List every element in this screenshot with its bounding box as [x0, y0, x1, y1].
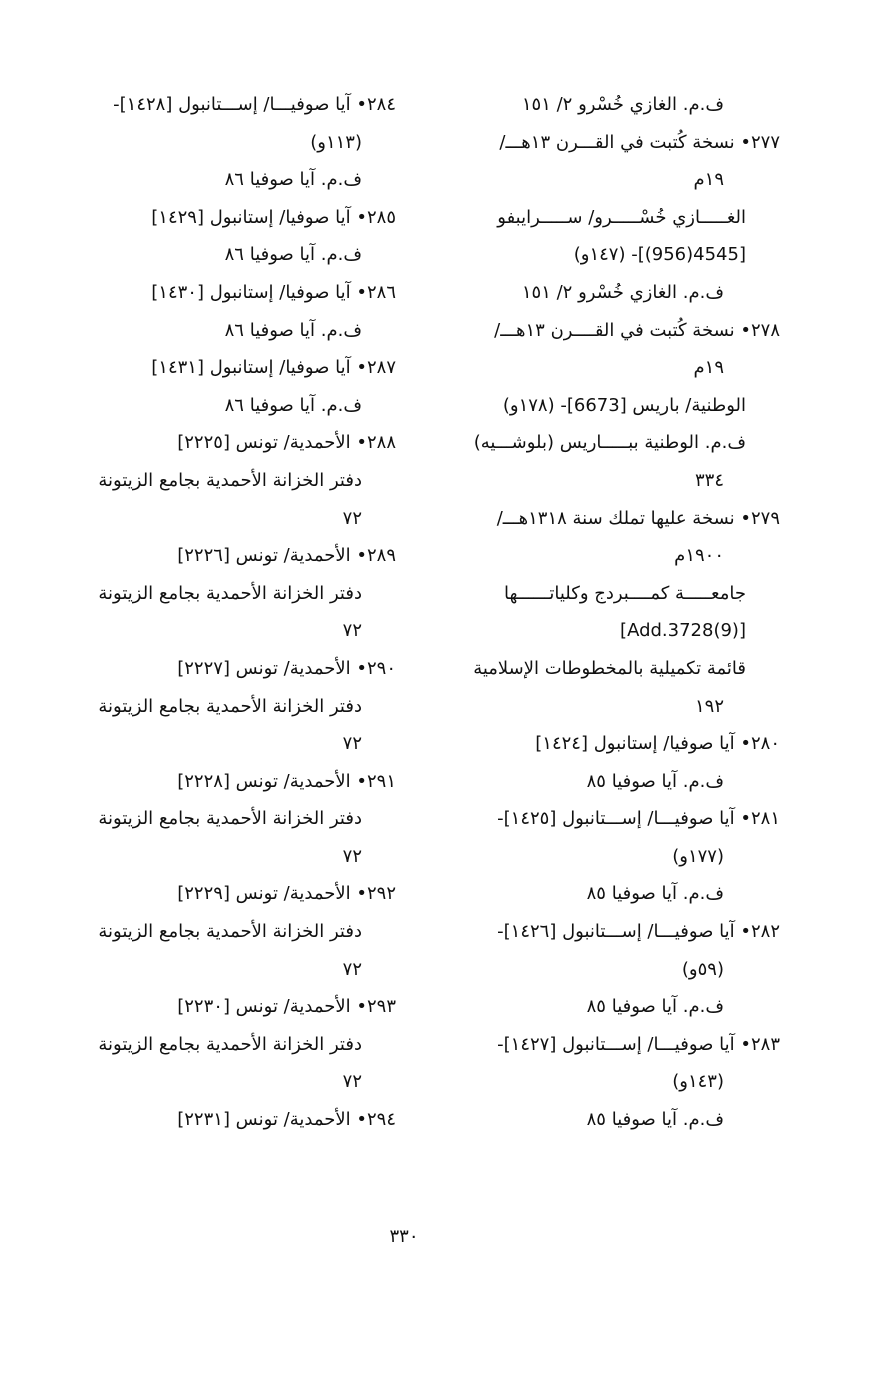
entry-detail-line: ف.م. آيا صوفيا ٨٥	[586, 1109, 724, 1131]
entry-heading-line: ٢٨٣• آيا صوفيـــا/ إســـتانبول [١٤٢٧]-	[497, 1033, 780, 1055]
entry-detail-line: قائمة تكميلية بالمخطوطات الإسلامية	[473, 657, 746, 679]
entry-heading-line: ٢٨٠• آيا صوفيا/ إستانبول [١٤٢٤]	[535, 733, 780, 755]
entry-heading-line: ٢٨٤• آيا صوفيـــا/ إســـتانبول [١٤٢٨]-	[113, 94, 396, 115]
entry-heading-line: ٢٨٨• الأحمدية/ تونس [٢٢٢٥]	[177, 432, 396, 454]
entry-detail-line: (٥٩و)	[681, 958, 724, 980]
entry-detail-line: دفتر الخزانة الأحمدية بجامع الزيتونة	[98, 469, 362, 491]
entry-heading-line: ٢٩٠• الأحمدية/ تونس [٢٢٢٧]	[177, 657, 396, 679]
entry-detail-line: ف.م. الوطنية ببـــــاريس (بلوشـــيه)	[473, 432, 746, 454]
entry-detail-line: ف.م. آيا صوفيا ٨٥	[586, 883, 724, 905]
entry-detail-line: دفتر الخزانة الأحمدية بجامع الزيتونة	[98, 808, 362, 830]
entry-heading-line: ٢٩٣• الأحمدية/ تونس [٢٢٣٠]	[177, 996, 396, 1018]
entry-detail-line: (١١٣و)	[310, 131, 362, 153]
entry-heading-line: ٢٧٧• نسخة كُتبت في القـــرن ١٣هـــ/	[499, 131, 780, 153]
entry-heading-line: ٢٨٢• آيا صوفيـــا/ إســـتانبول [١٤٢٦]-	[497, 921, 780, 943]
entry-heading-line: ٢٩١• الأحمدية/ تونس [٢٢٢٨]	[177, 770, 396, 792]
entry-detail-line: ف.م. آيا صوفيا ٨٦	[224, 169, 362, 191]
entry-heading-line: ٢٨١• آيا صوفيـــا/ إســـتانبول [١٤٢٥]-	[497, 808, 780, 830]
entry-detail-line: ف.م. آيا صوفيا ٨٦	[224, 319, 362, 341]
entry-detail-line: الغـــــازي خُسْـــــرو/ ســـــرايبفو	[497, 206, 746, 228]
left-column	[51, 86, 396, 1139]
entry-detail-line: ف.م. آيا صوفيا ٨٥	[586, 770, 724, 792]
entry-detail-line: (١٧٧و)	[672, 845, 724, 867]
entry-heading-line: ٢٨٦• آيا صوفيا/ إستانبول [١٤٣٠]	[151, 281, 396, 303]
entry-detail-line: ٣٣٤	[694, 469, 724, 491]
entry-detail-line: ١٩٢	[694, 695, 724, 717]
entry-heading-line: ٢٨٧• آيا صوفيا/ إستانبول [١٤٣١]	[151, 357, 396, 379]
entry-detail-line: ٧٢	[342, 507, 362, 529]
entry-heading-line: ٢٧٨• نسخة كُتبت في القــــرن ١٣هـــ/	[494, 319, 780, 341]
entry-detail-line: ف.م. الغازي خُسْرو ٢/ ١٥١	[521, 94, 724, 115]
entry-detail-line: ٧٢	[342, 958, 362, 980]
entry-detail-line: ف.م. آيا صوفيا ٨٥	[586, 996, 724, 1018]
entry-detail-line: ٧٢	[342, 620, 362, 642]
entry-detail-line: دفتر الخزانة الأحمدية بجامع الزيتونة	[98, 582, 362, 604]
entry-heading-line: ٢٩٢• الأحمدية/ تونس [٢٢٢٩]	[177, 883, 396, 905]
entry-heading-line: ٢٨٩• الأحمدية/ تونس [٢٢٢٦]	[177, 545, 396, 567]
entry-detail-line: [Add.3728(9)]	[620, 620, 746, 642]
entry-detail-line: ف.م. آيا صوفيا ٨٦	[224, 244, 362, 266]
entry-detail-line: الوطنية/ باريس [6673]- (١٧٨و)	[502, 394, 746, 416]
entry-detail-line: ٧٢	[342, 733, 362, 755]
entry-heading-line: ٢٩٤• الأحمدية/ تونس [٢٢٣١]	[177, 1109, 396, 1131]
entry-detail-line: دفتر الخزانة الأحمدية بجامع الزيتونة	[98, 1033, 362, 1055]
page-number: ٣٣٠	[389, 1226, 419, 1247]
entry-heading-line: ٢٨٥• آيا صوفيا/ إستانبول [١٤٢٩]	[151, 206, 396, 228]
entry-detail-line: دفتر الخزانة الأحمدية بجامع الزيتونة	[98, 921, 362, 943]
entry-detail-line: ١٩م	[693, 357, 724, 379]
entry-detail-line: ٧٢	[342, 1071, 362, 1093]
entry-detail-line: (١٤٣و)	[672, 1071, 724, 1093]
entry-detail-line: ١٩٠٠م	[674, 545, 724, 567]
entry-detail-line: ١٩م	[693, 169, 724, 191]
entry-detail-line: [4545(956)]- (١٤٧و)	[573, 244, 746, 266]
entry-detail-line: ف.م. الغازي خُسْرو ٢/ ١٥١	[521, 281, 724, 303]
entry-detail-line: جامعـــــة كمــــبردج وكلياتــــــها	[503, 582, 746, 604]
entry-detail-line: ٧٢	[342, 845, 362, 867]
right-column	[438, 86, 780, 1139]
entry-detail-line: دفتر الخزانة الأحمدية بجامع الزيتونة	[98, 695, 362, 717]
entry-detail-line: ف.م. آيا صوفيا ٨٦	[224, 394, 362, 416]
entry-heading-line: ٢٧٩• نسخة عليها تملك سنة ١٣١٨هـــ/	[496, 507, 780, 529]
